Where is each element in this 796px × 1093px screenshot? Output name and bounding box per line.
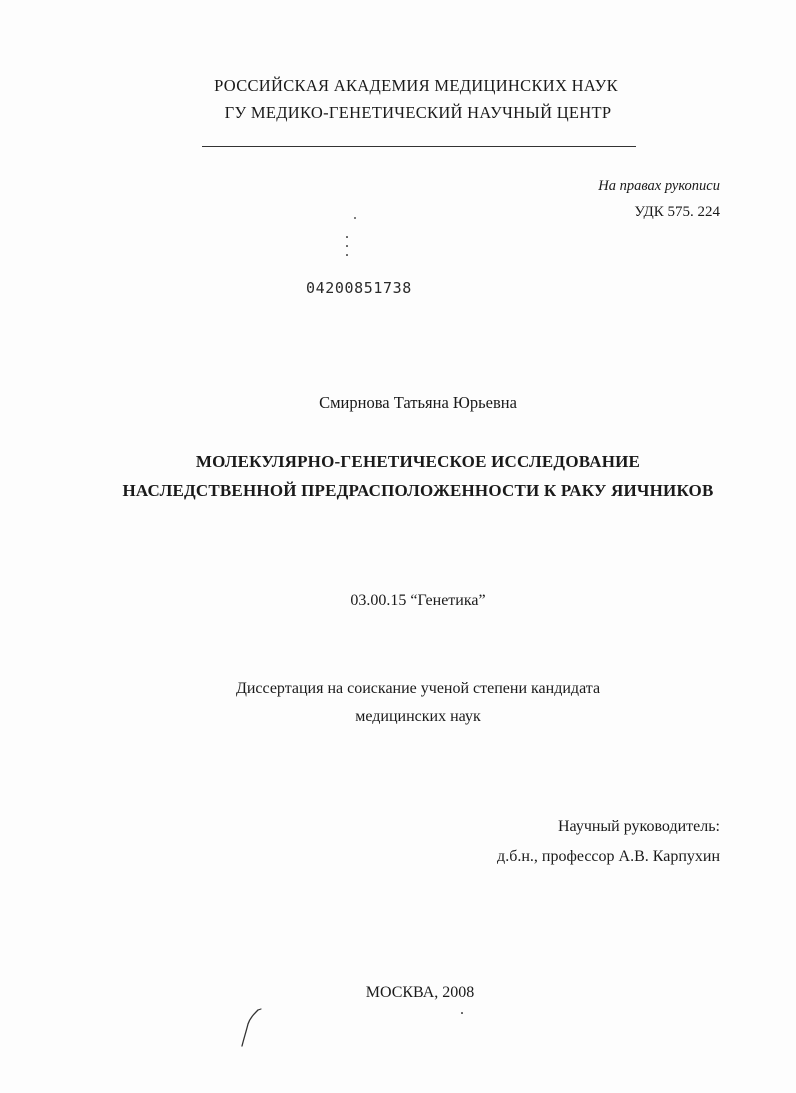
header-divider [202, 146, 636, 147]
specialty-code: 03.00.15 “Генетика” [350, 592, 486, 609]
manuscript-rights-note: На правах рукописи [598, 178, 720, 194]
scan-speck [346, 245, 348, 247]
scan-speck [354, 217, 356, 219]
institution-name: ГУ МЕДИКО-ГЕНЕТИЧЕСКИЙ НАУЧНЫЙ ЦЕНТР [224, 103, 612, 122]
udc-code: УДК 575. 224 [634, 204, 720, 220]
thesis-title-line-1: МОЛЕКУЛЯРНО-ГЕНЕТИЧЕСКОЕ ИССЛЕДОВАНИЕ [195, 452, 641, 471]
advisor-label: Научный руководитель: [557, 818, 720, 835]
degree-line-1: Диссертация на соискание ученой степени кандидата [235, 680, 601, 697]
degree-line-2: медицинских наук [355, 708, 481, 725]
advisor-name: д.б.н., профессор А.В. Карпухин [497, 848, 720, 865]
author-name: Смирнова Татьяна Юрьевна [319, 393, 517, 412]
library-inventory-number: 04200851738 [306, 279, 412, 297]
thesis-title-line-2: НАСЛЕДСТВЕННОЙ ПРЕДРАСПОЛОЖЕННОСТИ К РАКУ ЯИЧНИКОВ [122, 481, 714, 500]
city-year: МОСКВА, 2008 [365, 984, 475, 1001]
scan-speck [461, 1012, 463, 1014]
pen-stroke-mark [238, 1008, 262, 1048]
academy-name: РОССИЙСКАЯ АКАДЕМИЯ МЕДИЦИНСКИХ НАУК [214, 76, 618, 95]
scan-speck [346, 236, 348, 238]
scan-speck [346, 254, 348, 256]
